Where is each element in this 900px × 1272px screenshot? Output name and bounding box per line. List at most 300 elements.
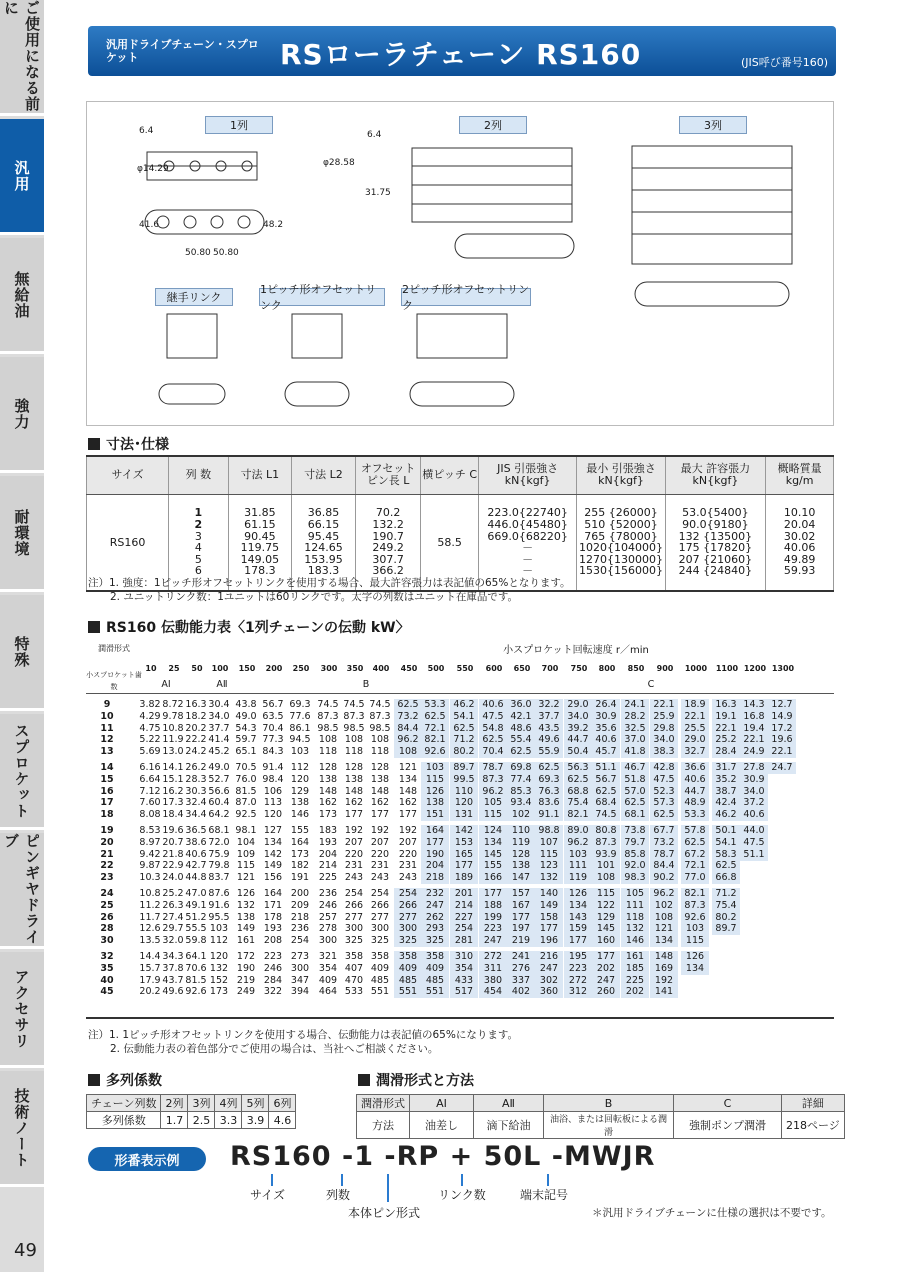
cell: 669.0{68220} [487,529,568,543]
power-cell: 62.5 [479,734,507,746]
power-cell: 29.0 [564,699,592,711]
power-cell: 74.5 [592,809,620,821]
power-cell: 13.0 [162,746,184,758]
power-cell: 111 [564,860,592,872]
power-cell: 78.7 [650,849,678,861]
power-cell: 96.2 [564,837,592,849]
power-cell: 98.4 [262,773,284,785]
power-cell: 148 [398,785,418,797]
label-2pitch-offset: 2ピッチ形オフセットリンク [402,283,530,312]
power-cell: 14.4 [139,951,161,962]
power-cell: 517 [450,986,478,998]
power-cell: 71.2 [450,734,478,746]
col-l1 [229,507,292,577]
power-cell: 247 [592,975,620,987]
power-cell: 115 [535,849,563,861]
power-cell: 62.5 [564,774,592,786]
cell: 10.10 [783,506,816,520]
power-cell: 11.9 [162,734,184,746]
cell: 255 {26000} [584,506,658,520]
power-cell: 223 [564,963,592,975]
col-l2 [292,507,355,577]
sidebar-tab-4[interactable]: 耐環境 [0,476,44,592]
col-jis [479,507,577,577]
power-cell: 551 [421,986,449,998]
power-cell: 277 [344,911,364,923]
power-cell: 152 [209,974,229,986]
power-cell: 87.3 [369,710,391,722]
power-cell: 95.5 [208,911,230,923]
power-cell: 38.3 [650,746,678,758]
power-cell: 190 [421,849,449,861]
power-cell: 120 [209,951,229,962]
rpm-1000: 1000 [684,664,708,673]
power-cell: 89.7 [712,923,740,935]
power-cell: 216 [535,951,563,963]
power-cell: 123 [535,860,563,872]
power-cell: 207 [370,836,390,848]
power-cell: 75.4 [712,900,740,912]
teeth-18: 18 [100,809,114,821]
power-cell: 199 [479,912,507,924]
power-cell: 72.1 [421,723,449,735]
mult-v4: 3.9 [242,1112,269,1129]
power-cell: 19.1 [712,711,740,723]
power-cell: 257 [318,911,338,923]
power-cell: 293 [421,923,449,935]
teeth-23: 23 [100,872,114,884]
power-cell: 98.5 [317,722,339,734]
power-cell: 262 [421,912,449,924]
mult-h3: 4列 [215,1095,242,1112]
power-cell: 433 [450,975,478,987]
lub-corner-label: 潤滑形式 [98,644,130,653]
power-cell: 189 [450,872,478,884]
power-cell: 63.5 [262,710,284,722]
power-cell: 42.4 [712,797,740,809]
power-cell: 190 [236,962,256,974]
power-cell: 300 [370,923,390,935]
power-cell: 47.5 [479,711,507,723]
power-cell: 85.8 [621,849,649,861]
power-cell: 192 [398,825,418,836]
chain-drawing-figure [86,101,834,426]
lub-h2: AⅡ [474,1095,544,1112]
power-cell: 118 [621,912,649,924]
power-cell: 87.3 [343,710,365,722]
power-cell: 34.0 [650,734,678,746]
power-cell: 74.5 [369,699,391,710]
power-cell: 156 [263,872,283,884]
power-cell: 16.3 [712,699,740,711]
sidebar-tab-6[interactable]: スプロケット [0,714,44,830]
power-cell: 24.9 [740,746,768,758]
power-cell: 93.4 [507,797,535,809]
lub-b: B [362,679,370,690]
power-cell: 231 [398,860,418,872]
power-cell: 219 [507,935,535,947]
power-cell: 29.8 [650,723,678,735]
power-cell: 87.3 [479,774,507,786]
power-cell: 21.8 [162,848,184,860]
power-cell: 272 [564,975,592,987]
power-cell: 82.1 [421,734,449,746]
power-cell: 247 [421,900,449,912]
power-cell: 121 [236,872,256,884]
power-cell: 10.8 [139,888,161,899]
power-cell: 19.4 [740,723,768,735]
power-cell: 96.2 [650,888,678,900]
cell: 132.2 [372,518,404,532]
power-cell: 223 [263,951,283,962]
cell: 36.85 [307,506,340,520]
power-cell: 126 [681,951,709,963]
power-cell: 94.5 [289,734,311,746]
power-cell: 140 [535,888,563,900]
power-cell: 278 [318,923,338,935]
rpm-350: 350 [346,664,364,673]
rpm-1300: 1300 [771,664,795,673]
power-cell: 86.1 [289,722,311,734]
power-cell: 80.2 [712,912,740,924]
power-cell: 29.7 [162,923,184,935]
power-cell: 193 [318,836,338,848]
power-cell: 24.0 [162,872,184,884]
power-cell: 26.2 [185,762,207,773]
power-cell: 115 [421,774,449,786]
power-cell: 167 [507,900,535,912]
cell: 223.0{22740} [487,506,568,520]
power-cell: 64.2 [208,809,230,821]
power-cell: 192 [650,975,678,987]
power-cell: 18.4 [162,809,184,821]
power-cell: 54.8 [479,723,507,735]
power-cell: 30.9 [592,711,620,723]
power-cell: 402 [507,986,535,998]
sidebar-tab-2[interactable]: 無給油 [0,238,44,354]
power-cell: 80.8 [592,825,620,837]
mult-h2: 3列 [188,1095,215,1112]
power-cell: 84.3 [262,746,284,758]
power-cell: 9.42 [139,848,161,860]
power-cell: 147 [507,872,535,884]
rpm-800: 800 [598,664,616,673]
power-cell: 128 [507,849,535,861]
power-cell: 223 [479,923,507,935]
header-rule [86,693,834,694]
rpm-200: 200 [265,664,283,673]
mult-h4: 5列 [242,1095,269,1112]
cell: 31.85 [244,506,276,520]
sidebar-tab-3[interactable]: 強力 [0,357,44,473]
sidebar-tab-1[interactable]: 汎用 [0,119,44,235]
cell: 244 {24840} [678,564,753,578]
teeth-15: 15 [100,773,114,785]
power-cell: 120 [263,809,283,821]
cell: 510 {52000} [584,518,658,532]
power-cell: 18.9 [681,699,709,711]
teeth-19: 19 [100,825,114,836]
power-cell: 104 [236,836,256,848]
power-cell: 177 [450,860,478,872]
power-cell: 171 [263,899,283,911]
power-cell: 108 [344,734,364,746]
power-cell: 80.2 [450,746,478,758]
power-cell: 73.2 [650,837,678,849]
power-cell: 37.0 [621,734,649,746]
power-cell: 98.8 [535,825,563,837]
offset-2pitch-top [417,314,507,358]
teeth-21: 21 [100,848,114,860]
power-cell: 51.1 [592,762,620,774]
teeth-30: 30 [100,935,114,947]
teeth-32: 32 [100,951,114,962]
power-cell: 155 [290,825,310,836]
power-cell: 45.2 [208,746,230,758]
cell: 90.45 [244,529,276,543]
rpm-600: 600 [485,664,503,673]
power-cell: 151 [421,809,449,821]
power-cell: 22.1 [650,699,678,711]
power-cell: 13.5 [139,935,161,947]
sidebar-tab-5[interactable]: 特殊 [0,595,44,711]
cell: 70.2 [375,506,401,520]
power-cell: 56.7 [592,774,620,786]
cell: － [522,541,534,555]
power-cell: 149 [236,923,256,935]
power-cell: 69.3 [535,774,563,786]
power-cell: 62.5 [450,723,478,735]
power-cell: 77.4 [507,774,535,786]
power-cell: 76.3 [535,786,563,798]
power-cell: 34.4 [185,809,207,821]
power-cell: 177 [370,809,390,821]
power-cell: 220 [344,848,364,860]
power-cell: 22.1 [740,734,768,746]
teeth-24: 24 [100,888,114,899]
power-cell: 302 [535,975,563,987]
power-cell: 43.8 [235,699,257,710]
lub-v5: 218ページ [782,1112,845,1139]
power-cell: 55.5 [185,923,207,935]
power-cell: 24.2 [185,746,207,758]
power-cell: 87.6 [208,888,230,899]
cell: 4 [194,541,202,555]
power-cell: 73.8 [621,825,649,837]
power-cell: 60.4 [208,797,230,809]
power-cell: 409 [394,963,422,975]
cell: 249.2 [372,541,404,555]
power-cell: 10.3 [139,872,161,884]
cell: 20.04 [783,518,816,532]
power-cell: 276 [507,963,535,975]
power-cell: 32.0 [162,935,184,947]
power-cell: 8.72 [162,699,184,710]
th-strands: 列 数 [169,456,229,494]
power-cell: 148 [370,785,390,797]
th-offset-pin: オフセットピン長 L [355,456,421,494]
rpm-1100: 1100 [715,664,739,673]
power-cell: 128 [318,762,338,773]
power-cell: 32.5 [621,723,649,735]
cell: 132 {13500} [678,529,753,543]
power-cell: 25.5 [681,723,709,735]
power-cell: 160 [592,935,620,947]
power-cell: 102 [650,900,678,912]
power-cell: 132 [535,872,563,884]
power-cell: 157 [507,888,535,900]
rpm-150: 150 [238,664,256,673]
power-cell: 112 [290,762,310,773]
power-cell: 49.0 [235,710,257,722]
power-cell: 249 [236,986,256,998]
rpm-1200: 1200 [743,664,767,673]
model-part-links: リンク数 [438,1188,486,1202]
power-cell: 90.2 [650,872,678,884]
offset-1pitch-top [292,314,342,358]
power-cell: 254 [344,888,364,899]
power-cell: 241 [507,951,535,963]
rpm-900: 900 [656,664,674,673]
power-cell: 173 [209,986,229,998]
power-cell: 25.9 [650,711,678,723]
teeth-40: 40 [100,974,114,986]
power-cell: 109 [236,848,256,860]
power-cell: 231 [344,860,364,872]
power-cell: 38.7 [712,786,740,798]
rpm-25: 25 [168,664,180,673]
sidebar-tab-0[interactable]: ご使用になる前に [0,0,44,116]
power-cell: 32.4 [185,797,207,809]
power-cell: 132 [621,923,649,935]
power-cell: 68.8 [564,786,592,798]
mult-v0: 多列係数 [87,1112,161,1129]
power-note-1: 注）1. 1ピッチ形オフセットリンクを使用する場合、伝動能力は表記値の65%になります。 [88,1029,518,1041]
power-cell: 115 [681,935,709,947]
cell: 124.65 [304,541,343,555]
power-cell: 48.6 [507,723,535,735]
power-cell: 24.7 [768,762,796,774]
power-cell: 173 [318,809,338,821]
power-cell: 41.4 [208,734,230,746]
lub-h3: B [544,1095,674,1112]
power-cell: 153 [450,837,478,849]
cell: 149.05 [240,552,280,566]
power-cell: 96.2 [394,734,422,746]
power-cell: 10.8 [162,722,184,734]
power-cell: 122 [592,900,620,912]
power-cell: 202 [621,986,649,998]
power-cell: 134 [650,935,678,947]
power-cell: 551 [370,986,390,998]
power-cell: 3.82 [139,699,161,710]
power-cell: 115 [592,888,620,900]
power-cell: 47.0 [185,888,207,899]
chain-drawings-svg [87,102,835,427]
power-cell: 146 [621,935,649,947]
mult-v3: 3.3 [215,1112,242,1129]
lub-h0: 潤滑形式 [357,1095,410,1112]
power-cell: 28.4 [712,746,740,758]
cell: 765 {78000} [584,529,658,543]
power-cell: 358 [394,951,422,963]
power-cell: 79.8 [208,860,230,872]
power-cell: 159 [564,923,592,935]
power-cell: 120 [290,773,310,785]
power-cell: 87.0 [235,797,257,809]
cell: 40.06 [783,541,816,555]
power-cell: 311 [479,963,507,975]
power-cell: 108 [592,872,620,884]
power-cell: 31.7 [712,762,740,774]
rpm-850: 850 [627,664,645,673]
cell: 178.3 [244,564,276,578]
power-cell: 192 [344,825,364,836]
power-cell: 56.7 [262,699,284,710]
power-cell: 98.1 [235,825,257,836]
power-cell: 300 [394,923,422,935]
power-cell: 40.6 [185,848,207,860]
cell: 119.75 [240,541,280,555]
power-cell: 127 [263,825,283,836]
power-cell: 227 [450,912,478,924]
power-cell: 485 [394,975,422,987]
power-cell: 281 [450,935,478,947]
power-cell: 254 [450,923,478,935]
power-cell: 98.3 [621,872,649,884]
power-cell: 91.4 [262,762,284,773]
power-cell: 177 [344,809,364,821]
power-cell: 15.7 [139,962,161,974]
power-cell: 138 [318,773,338,785]
power-cell: 12.6 [139,923,161,935]
connecting-link-side [159,384,225,404]
power-cell: 26.3 [162,899,184,911]
sidebar-tab-9[interactable]: 技術ノート [0,1071,44,1187]
power-cell: 98.5 [369,722,391,734]
power-cell: 254 [370,888,390,899]
cell: 446.0{45480} [487,518,568,532]
cell: 307.7 [372,552,404,566]
power-cell: 204 [421,860,449,872]
power-cell: 162 [370,797,390,809]
power-cell: 177 [398,809,418,821]
power-cell: 46.2 [450,699,478,711]
power-cell: 19.6 [162,825,184,836]
power-cell: 164 [421,825,449,837]
power-cell: 34.0 [564,711,592,723]
power-cell: 126 [564,888,592,900]
power-cell: 7.60 [139,797,161,809]
power-cell: 164 [290,836,310,848]
power-cell: 177 [592,951,620,963]
power-cell: 54.1 [712,837,740,849]
power-cell: 146 [290,809,310,821]
teeth-10: 10 [100,710,114,722]
power-cell: 145 [592,923,620,935]
power-cell: 74.5 [317,699,339,710]
power-cell: 409 [421,963,449,975]
power-cell: 8.53 [139,825,161,836]
power-cell: 247 [479,935,507,947]
sidebar-tab-8[interactable]: アクセサリ [0,952,44,1068]
power-cell: 169 [650,963,678,975]
power-cell: 37.8 [162,962,184,974]
power-cell: 70.4 [479,746,507,758]
sidebar-tab-7[interactable]: ピンギヤドライブ [0,833,44,949]
power-cell: 207 [398,836,418,848]
power-cell: 360 [535,986,563,998]
